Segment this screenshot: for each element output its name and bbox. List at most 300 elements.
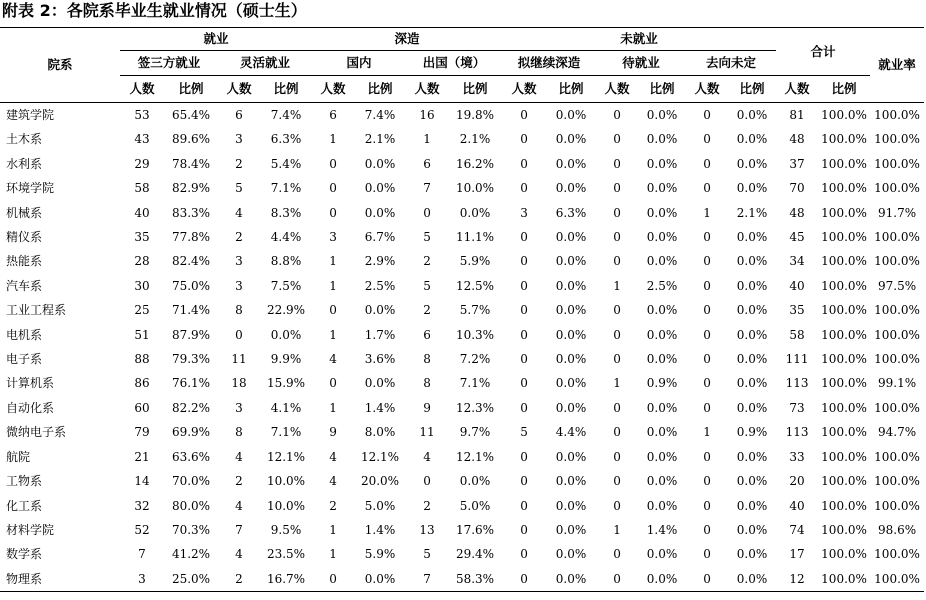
cell-total-count: 113: [785, 425, 809, 440]
cell-undecided-pct: 0.0%: [736, 181, 768, 196]
cell-total-count: 48: [789, 132, 805, 147]
table-row: [0, 445, 924, 469]
cell-dept: 水利系: [6, 156, 43, 171]
cell-flexible-pct: 7.1%: [270, 425, 302, 440]
header-count: 人数: [414, 81, 440, 96]
cell-total-pct: 100.0%: [821, 498, 867, 513]
cell-undecided-count: 0: [703, 278, 711, 293]
cell-domestic-count: 3: [329, 230, 337, 245]
cell-total-pct: 100.0%: [821, 425, 867, 440]
cell-signed-count: 32: [134, 498, 150, 513]
table-caption: 附表 2：各院系毕业生就业情况（硕士生）: [2, 1, 307, 20]
cell-signed-count: 14: [134, 474, 150, 489]
employment-table: [0, 27, 924, 592]
cell-flexible-pct: 6.3%: [270, 132, 302, 147]
cell-abroad-pct: 17.6%: [455, 522, 495, 537]
cell-planned-count: 0: [520, 327, 528, 342]
cell-flexible-pct: 4.4%: [270, 230, 302, 245]
cell-waiting-count: 0: [613, 132, 621, 147]
cell-flexible-count: 2: [235, 156, 243, 171]
table-row: [0, 201, 924, 225]
cell-employment-rate: 100.0%: [874, 230, 920, 245]
cell-abroad-pct: 2.1%: [459, 132, 491, 147]
cell-planned-count: 0: [520, 449, 528, 464]
cell-planned-pct: 0.0%: [555, 474, 587, 489]
cell-total-count: 81: [789, 108, 805, 122]
cell-abroad-count: 0: [423, 205, 431, 220]
cell-total-pct: 100.0%: [821, 156, 867, 171]
cell-flexible-count: 3: [235, 132, 243, 147]
cell-undecided-count: 0: [703, 303, 711, 318]
cell-total-count: 74: [789, 522, 805, 537]
cell-waiting-pct: 0.0%: [646, 474, 678, 489]
table-row: [0, 323, 924, 347]
cell-waiting-pct: 0.0%: [646, 547, 678, 562]
cell-flexible-pct: 23.5%: [266, 547, 306, 562]
cell-waiting-pct: 1.4%: [646, 522, 678, 537]
cell-waiting-pct: 0.0%: [646, 132, 678, 147]
header-pct: 比例: [367, 81, 393, 96]
cell-flexible-pct: 22.9%: [266, 303, 306, 318]
cell-dept: 航院: [6, 449, 31, 464]
cell-abroad-count: 13: [419, 522, 435, 537]
cell-dept: 工业工程系: [6, 303, 67, 318]
cell-domestic-count: 1: [329, 254, 337, 269]
cell-domestic-pct: 6.7%: [364, 230, 396, 245]
cell-flexible-pct: 8.3%: [270, 205, 302, 220]
cell-abroad-count: 11: [419, 425, 435, 440]
header-count: 人数: [604, 81, 630, 96]
cell-abroad-count: 6: [423, 327, 431, 342]
cell-waiting-pct: 0.0%: [646, 205, 678, 220]
cell-total-count: 20: [789, 474, 805, 489]
table-row: [0, 274, 924, 298]
cell-abroad-pct: 29.4%: [455, 547, 495, 562]
table-body: [0, 103, 924, 592]
cell-signed-pct: 63.6%: [171, 449, 211, 464]
cell-undecided-count: 0: [703, 254, 711, 269]
cell-total-count: 17: [789, 547, 805, 562]
cell-flexible-count: 5: [235, 181, 243, 196]
cell-domestic-count: 1: [329, 278, 337, 293]
cell-undecided-pct: 0.0%: [736, 254, 768, 269]
cell-planned-pct: 0.0%: [555, 230, 587, 245]
cell-abroad-pct: 5.0%: [459, 498, 491, 513]
cell-employment-rate: 100.0%: [874, 498, 920, 513]
cell-employment-rate: 100.0%: [874, 156, 920, 171]
cell-employment-rate: 100.0%: [874, 303, 920, 318]
cell-total-pct: 100.0%: [821, 474, 867, 489]
cell-domestic-pct: 0.0%: [364, 205, 396, 220]
cell-dept: 化工系: [6, 498, 43, 513]
cell-planned-count: 0: [520, 547, 528, 562]
cell-total-pct: 100.0%: [821, 522, 867, 537]
cell-waiting-pct: 0.0%: [646, 400, 678, 415]
cell-domestic-count: 9: [329, 425, 337, 440]
cell-undecided-pct: 2.1%: [736, 205, 768, 220]
cell-planned-count: 5: [520, 425, 528, 440]
cell-dept: 机械系: [6, 205, 43, 220]
cell-employment-rate: 100.0%: [874, 547, 920, 562]
cell-dept: 建筑学院: [6, 108, 55, 122]
header-pct: 比例: [462, 81, 488, 96]
cell-domestic-count: 0: [329, 205, 337, 220]
cell-domestic-pct: 2.1%: [364, 132, 396, 147]
cell-waiting-count: 0: [613, 181, 621, 196]
cell-abroad-pct: 5.9%: [459, 254, 491, 269]
cell-flexible-count: 4: [235, 498, 243, 513]
cell-employment-rate: 100.0%: [874, 181, 920, 196]
cell-domestic-count: 0: [329, 376, 337, 391]
cell-planned-pct: 0.0%: [555, 449, 587, 464]
cell-employment-rate: 100.0%: [874, 400, 920, 415]
cell-flexible-count: 18: [231, 376, 247, 391]
cell-planned-count: 0: [520, 352, 528, 367]
cell-planned-count: 0: [520, 181, 528, 196]
cell-undecided-pct: 0.0%: [736, 376, 768, 391]
header-pct: 比例: [558, 81, 584, 96]
cell-signed-count: 60: [134, 400, 150, 415]
cell-dept: 计算机系: [6, 376, 55, 391]
cell-flexible-count: 8: [235, 425, 243, 440]
cell-dept: 电子系: [6, 352, 43, 367]
header-count: 人数: [511, 81, 537, 96]
cell-undecided-count: 0: [703, 181, 711, 196]
cell-total-pct: 100.0%: [821, 132, 867, 147]
cell-total-count: 73: [789, 400, 805, 415]
cell-waiting-pct: 0.9%: [646, 376, 678, 391]
header-pct: 比例: [273, 81, 299, 96]
cell-flexible-count: 11: [231, 352, 247, 367]
cell-domestic-pct: 0.0%: [364, 156, 396, 171]
cell-undecided-count: 0: [703, 132, 711, 147]
header-signed: 签三方就业: [120, 51, 218, 76]
cell-abroad-count: 5: [423, 278, 431, 293]
cell-abroad-count: 9: [423, 400, 431, 415]
cell-waiting-pct: 0.0%: [646, 571, 678, 586]
header-employed: 就业: [120, 28, 312, 51]
cell-signed-pct: 82.9%: [171, 181, 211, 196]
header-waiting: 待就业: [596, 51, 686, 76]
cell-domestic-pct: 12.1%: [360, 449, 400, 464]
cell-abroad-pct: 12.5%: [455, 278, 495, 293]
cell-undecided-pct: 0.0%: [736, 498, 768, 513]
cell-total-count: 45: [789, 230, 805, 245]
cell-domestic-count: 4: [329, 449, 337, 464]
header-unit-row: [0, 76, 924, 103]
cell-abroad-count: 1: [423, 132, 431, 147]
header-pct: 比例: [649, 81, 675, 96]
cell-planned-pct: 0.0%: [555, 108, 587, 122]
cell-planned-count: 0: [520, 303, 528, 318]
cell-employment-rate: 100.0%: [874, 132, 920, 147]
cell-undecided-count: 1: [703, 425, 711, 440]
cell-signed-count: 21: [134, 449, 150, 464]
header-pct: 比例: [831, 81, 857, 96]
table-row: [0, 518, 924, 542]
table-row: [0, 371, 924, 395]
cell-waiting-pct: 0.0%: [646, 230, 678, 245]
cell-employment-rate: 100.0%: [874, 449, 920, 464]
cell-signed-pct: 82.4%: [171, 254, 211, 269]
cell-domestic-pct: 7.4%: [364, 108, 396, 122]
cell-employment-rate: 100.0%: [874, 327, 920, 342]
cell-planned-count: 0: [520, 254, 528, 269]
cell-waiting-pct: 0.0%: [646, 327, 678, 342]
cell-total-count: 35: [789, 303, 805, 318]
cell-domestic-count: 1: [329, 522, 337, 537]
cell-planned-pct: 0.0%: [555, 254, 587, 269]
cell-employment-rate: 97.5%: [878, 278, 917, 293]
cell-dept: 环境学院: [6, 181, 55, 196]
cell-total-pct: 100.0%: [821, 547, 867, 562]
cell-flexible-pct: 0.0%: [270, 327, 302, 342]
cell-total-count: 33: [789, 449, 805, 464]
cell-abroad-count: 4: [423, 449, 431, 464]
cell-signed-count: 30: [134, 278, 150, 293]
cell-signed-count: 79: [134, 425, 150, 440]
cell-waiting-count: 0: [613, 498, 621, 513]
cell-waiting-count: 0: [613, 108, 621, 122]
cell-planned-pct: 0.0%: [555, 132, 587, 147]
cell-domestic-pct: 5.0%: [364, 498, 396, 513]
table-row: [0, 542, 924, 566]
cell-waiting-pct: 0.0%: [646, 498, 678, 513]
cell-dept: 材料学院: [6, 522, 55, 537]
cell-undecided-pct: 0.0%: [736, 230, 768, 245]
cell-flexible-pct: 4.1%: [270, 400, 302, 415]
cell-dept: 工物系: [6, 474, 43, 489]
cell-abroad-pct: 0.0%: [459, 474, 491, 489]
cell-flexible-count: 2: [235, 571, 243, 586]
cell-flexible-pct: 16.7%: [266, 571, 306, 586]
cell-total-count: 58: [789, 327, 805, 342]
cell-total-count: 113: [785, 376, 809, 391]
cell-domestic-count: 1: [329, 132, 337, 147]
cell-total-count: 40: [789, 498, 805, 513]
cell-dept: 土木系: [6, 132, 43, 147]
table-row: [0, 176, 924, 200]
header-count: 人数: [129, 81, 155, 96]
cell-planned-count: 0: [520, 498, 528, 513]
cell-dept: 汽车系: [6, 278, 43, 293]
cell-dept: 微纳电子系: [6, 425, 67, 440]
cell-planned-count: 0: [520, 156, 528, 171]
table-row: [0, 567, 924, 592]
cell-abroad-count: 2: [423, 254, 431, 269]
cell-signed-pct: 89.6%: [171, 132, 211, 147]
cell-abroad-count: 7: [423, 571, 431, 586]
cell-flexible-count: 4: [235, 547, 243, 562]
header-flexible: 灵活就业: [218, 51, 312, 76]
cell-undecided-pct: 0.0%: [736, 449, 768, 464]
cell-flexible-count: 3: [235, 278, 243, 293]
cell-signed-pct: 87.9%: [171, 327, 211, 342]
cell-abroad-pct: 58.3%: [455, 571, 495, 586]
header-undecided: 去向未定: [686, 51, 776, 76]
cell-flexible-count: 2: [235, 474, 243, 489]
cell-total-count: 70: [789, 181, 805, 196]
header-count: 人数: [694, 81, 720, 96]
cell-domestic-pct: 1.4%: [364, 522, 396, 537]
cell-planned-pct: 6.3%: [555, 205, 587, 220]
cell-waiting-count: 1: [613, 522, 621, 537]
cell-abroad-pct: 5.7%: [459, 303, 491, 318]
cell-domestic-count: 1: [329, 547, 337, 562]
cell-undecided-pct: 0.0%: [736, 108, 768, 122]
cell-total-pct: 100.0%: [821, 278, 867, 293]
cell-signed-count: 29: [134, 156, 150, 171]
cell-flexible-pct: 7.1%: [270, 181, 302, 196]
cell-domestic-pct: 0.0%: [364, 303, 396, 318]
cell-domestic-pct: 0.0%: [364, 376, 396, 391]
header-unemployed: 未就业: [502, 28, 776, 51]
table-row: [0, 396, 924, 420]
cell-flexible-pct: 10.0%: [266, 498, 306, 513]
cell-dept: 数学系: [6, 547, 43, 562]
cell-total-pct: 100.0%: [821, 181, 867, 196]
cell-abroad-count: 8: [423, 352, 431, 367]
cell-planned-count: 0: [520, 132, 528, 147]
cell-undecided-pct: 0.9%: [736, 425, 768, 440]
cell-dept: 精仪系: [6, 230, 43, 245]
header-domestic: 国内: [312, 51, 406, 76]
cell-total-pct: 100.0%: [821, 108, 867, 122]
cell-total-count: 48: [789, 205, 805, 220]
cell-undecided-pct: 0.0%: [736, 352, 768, 367]
cell-abroad-pct: 10.3%: [455, 327, 495, 342]
cell-flexible-pct: 8.8%: [270, 254, 302, 269]
cell-signed-pct: 71.4%: [171, 303, 211, 318]
cell-total-count: 12: [789, 571, 805, 586]
cell-planned-pct: 0.0%: [555, 571, 587, 586]
cell-signed-count: 43: [134, 132, 150, 147]
cell-domestic-pct: 1.4%: [364, 400, 396, 415]
cell-signed-count: 25: [134, 303, 150, 318]
table-row: [0, 494, 924, 518]
cell-signed-pct: 69.9%: [171, 425, 211, 440]
cell-flexible-count: 6: [235, 108, 243, 122]
cell-flexible-pct: 12.1%: [266, 449, 306, 464]
cell-total-count: 40: [789, 278, 805, 293]
cell-waiting-pct: 0.0%: [646, 156, 678, 171]
table-row: [0, 152, 924, 176]
cell-domestic-count: 4: [329, 474, 337, 489]
header-dept: 院系: [0, 28, 120, 103]
cell-signed-count: 53: [134, 108, 150, 122]
cell-undecided-count: 0: [703, 376, 711, 391]
cell-undecided-pct: 0.0%: [736, 400, 768, 415]
cell-dept: 电机系: [6, 327, 43, 342]
cell-planned-pct: 0.0%: [555, 376, 587, 391]
cell-planned-count: 0: [520, 108, 528, 122]
cell-undecided-pct: 0.0%: [736, 474, 768, 489]
cell-undecided-count: 0: [703, 400, 711, 415]
cell-domestic-count: 6: [329, 108, 337, 122]
cell-signed-pct: 70.3%: [171, 522, 211, 537]
cell-signed-pct: 82.2%: [171, 400, 211, 415]
cell-waiting-count: 0: [613, 425, 621, 440]
cell-undecided-count: 0: [703, 352, 711, 367]
cell-planned-pct: 0.0%: [555, 181, 587, 196]
cell-undecided-pct: 0.0%: [736, 571, 768, 586]
cell-total-pct: 100.0%: [821, 449, 867, 464]
cell-undecided-count: 0: [703, 156, 711, 171]
table-row: [0, 469, 924, 493]
cell-planned-count: 0: [520, 400, 528, 415]
cell-waiting-count: 1: [613, 376, 621, 391]
cell-abroad-count: 6: [423, 156, 431, 171]
cell-planned-pct: 0.0%: [555, 498, 587, 513]
cell-undecided-pct: 0.0%: [736, 132, 768, 147]
cell-flexible-count: 7: [235, 522, 243, 537]
cell-domestic-pct: 8.0%: [364, 425, 396, 440]
header-pct: 比例: [739, 81, 765, 96]
cell-planned-pct: 0.0%: [555, 278, 587, 293]
cell-undecided-count: 0: [703, 522, 711, 537]
cell-waiting-pct: 0.0%: [646, 449, 678, 464]
cell-domestic-count: 0: [329, 156, 337, 171]
cell-waiting-count: 0: [613, 571, 621, 586]
cell-waiting-pct: 0.0%: [646, 108, 678, 122]
cell-planned-count: 0: [520, 278, 528, 293]
cell-undecided-count: 0: [703, 547, 711, 562]
header-planned: 拟继续深造: [502, 51, 596, 76]
cell-flexible-pct: 9.5%: [270, 522, 302, 537]
cell-employment-rate: 91.7%: [878, 205, 917, 220]
cell-planned-pct: 0.0%: [555, 327, 587, 342]
cell-waiting-count: 0: [613, 327, 621, 342]
cell-signed-pct: 70.0%: [171, 474, 211, 489]
cell-total-pct: 100.0%: [821, 230, 867, 245]
cell-signed-pct: 75.0%: [171, 278, 211, 293]
header-rate: 就业率: [870, 28, 924, 103]
cell-abroad-count: 0: [423, 474, 431, 489]
cell-signed-count: 7: [138, 547, 146, 562]
cell-total-pct: 100.0%: [821, 254, 867, 269]
cell-undecided-pct: 0.0%: [736, 278, 768, 293]
cell-abroad-pct: 0.0%: [459, 205, 491, 220]
cell-signed-pct: 76.1%: [171, 376, 211, 391]
cell-flexible-count: 3: [235, 254, 243, 269]
cell-undecided-count: 0: [703, 108, 711, 122]
cell-total-count: 34: [789, 254, 805, 269]
cell-undecided-pct: 0.0%: [736, 522, 768, 537]
cell-flexible-pct: 10.0%: [266, 474, 306, 489]
cell-abroad-count: 8: [423, 376, 431, 391]
cell-domestic-pct: 2.5%: [364, 278, 396, 293]
cell-abroad-count: 5: [423, 230, 431, 245]
cell-undecided-pct: 0.0%: [736, 547, 768, 562]
cell-dept: 热能系: [6, 254, 43, 269]
cell-flexible-pct: 15.9%: [266, 376, 306, 391]
cell-waiting-count: 0: [613, 474, 621, 489]
cell-undecided-count: 0: [703, 230, 711, 245]
cell-flexible-count: 8: [235, 303, 243, 318]
cell-abroad-count: 7: [423, 181, 431, 196]
cell-planned-pct: 0.0%: [555, 522, 587, 537]
cell-signed-count: 88: [134, 352, 150, 367]
cell-waiting-count: 0: [613, 205, 621, 220]
cell-signed-pct: 79.3%: [171, 352, 211, 367]
cell-abroad-pct: 16.2%: [455, 156, 495, 171]
cell-flexible-pct: 7.4%: [270, 108, 302, 122]
cell-domestic-count: 1: [329, 327, 337, 342]
table-row: [0, 298, 924, 322]
cell-planned-pct: 0.0%: [555, 547, 587, 562]
cell-employment-rate: 98.6%: [878, 522, 917, 537]
cell-planned-count: 0: [520, 522, 528, 537]
